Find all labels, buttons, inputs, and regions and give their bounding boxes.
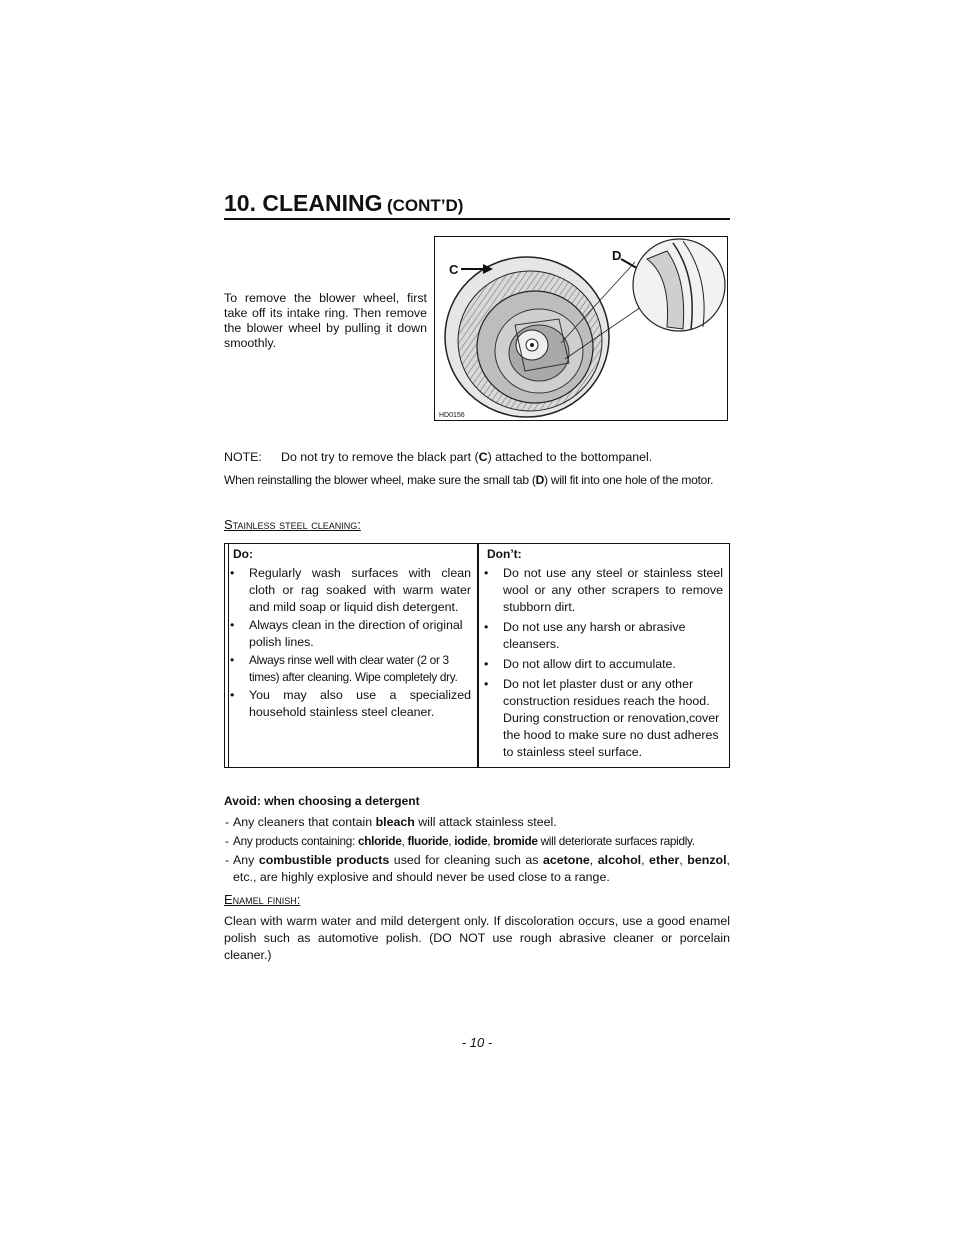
dont-column: [479, 544, 729, 767]
section-title: [224, 190, 730, 220]
reinstall-line: [224, 473, 713, 487]
title-main: 10. CLEANING: [224, 190, 383, 216]
dont-list: [479, 565, 723, 764]
list-item: - Any products containing: chloride, fluoride, iodide, bromide will deteriorate surfaces rapidly.: [224, 833, 730, 850]
list-item: • Regularly wash surfaces with clean cloth or rag soaked with warm water and mild soap or liquid dish detergent.: [225, 565, 471, 616]
page-number: - 10 -: [461, 1035, 493, 1050]
do-dont-table: [224, 543, 730, 768]
note-text-end: ) attached to the bottompanel.: [487, 450, 653, 464]
reinstall-text-end: ) will fit into one hole of the motor.: [544, 473, 714, 487]
avoid-heading: Avoid: when choosing a detergent: [224, 794, 420, 808]
enamel-heading: Enamel finish:: [224, 892, 301, 907]
do-column: [225, 544, 479, 767]
reinstall-bold: D: [535, 473, 544, 487]
note-bold: C: [478, 450, 488, 464]
figure-label-d: D: [612, 248, 622, 263]
list-item: • Do not let plaster dust or any other construction residues reach the hood. During construction or renovation,cover the hood to make sure no dust adheres to stainless steel surface.: [479, 676, 723, 761]
list-item: • You may also use a specialized household stainless steel cleaner.: [225, 687, 471, 721]
note-line: [224, 450, 652, 464]
list-item: - Any combustible products used for cleaning such as acetone, alcohol, ether, benzol, etc., are highly explosive and should never be used close to a range.: [224, 852, 730, 886]
title-sub: (CONT’D): [386, 196, 464, 215]
blower-wheel-figure: [434, 236, 728, 421]
figure-label-c: C: [449, 262, 459, 277]
blower-wheel-illustration: [435, 237, 727, 419]
list-item: • Always rinse well with clear water (2 or 3 times) after cleaning. Wipe completely dry.: [225, 652, 471, 686]
dont-title: Don’t:: [487, 547, 522, 561]
intro-paragraph: To remove the blower wheel, first take off its intake ring. Then remove the blower wheel by pulling it down smoothly.: [224, 291, 427, 350]
reinstall-text: When reinstalling the blower wheel, make sure the small tab (: [224, 473, 536, 487]
note-text: Do not try to remove the black part (: [281, 450, 479, 464]
do-title: Do:: [233, 547, 253, 561]
list-item: • Do not use any steel or stainless steel wool or any other scrapers to remove stubborn dirt.: [479, 565, 723, 616]
enamel-paragraph: Clean with warm water and mild detergent only. If discoloration occurs, use a good enamel polish such as automotive polish. (DO NOT use rough abrasive cleaner or porcelain cleaner.): [224, 914, 730, 962]
list-item: • Do not use any harsh or abrasive cleansers.: [479, 619, 723, 653]
list-item: - Any cleaners that contain bleach will attack stainless steel.: [224, 814, 730, 831]
list-item: • Do not allow dirt to accumulate.: [479, 656, 723, 673]
stainless-heading: Stainless steel cleaning:: [224, 517, 361, 532]
note-label: NOTE:: [224, 450, 262, 464]
figure-code: HD0156: [439, 412, 465, 419]
avoid-list: [224, 814, 730, 888]
list-item: • Always clean in the direction of original polish lines.: [225, 617, 471, 651]
do-list: [225, 565, 471, 722]
